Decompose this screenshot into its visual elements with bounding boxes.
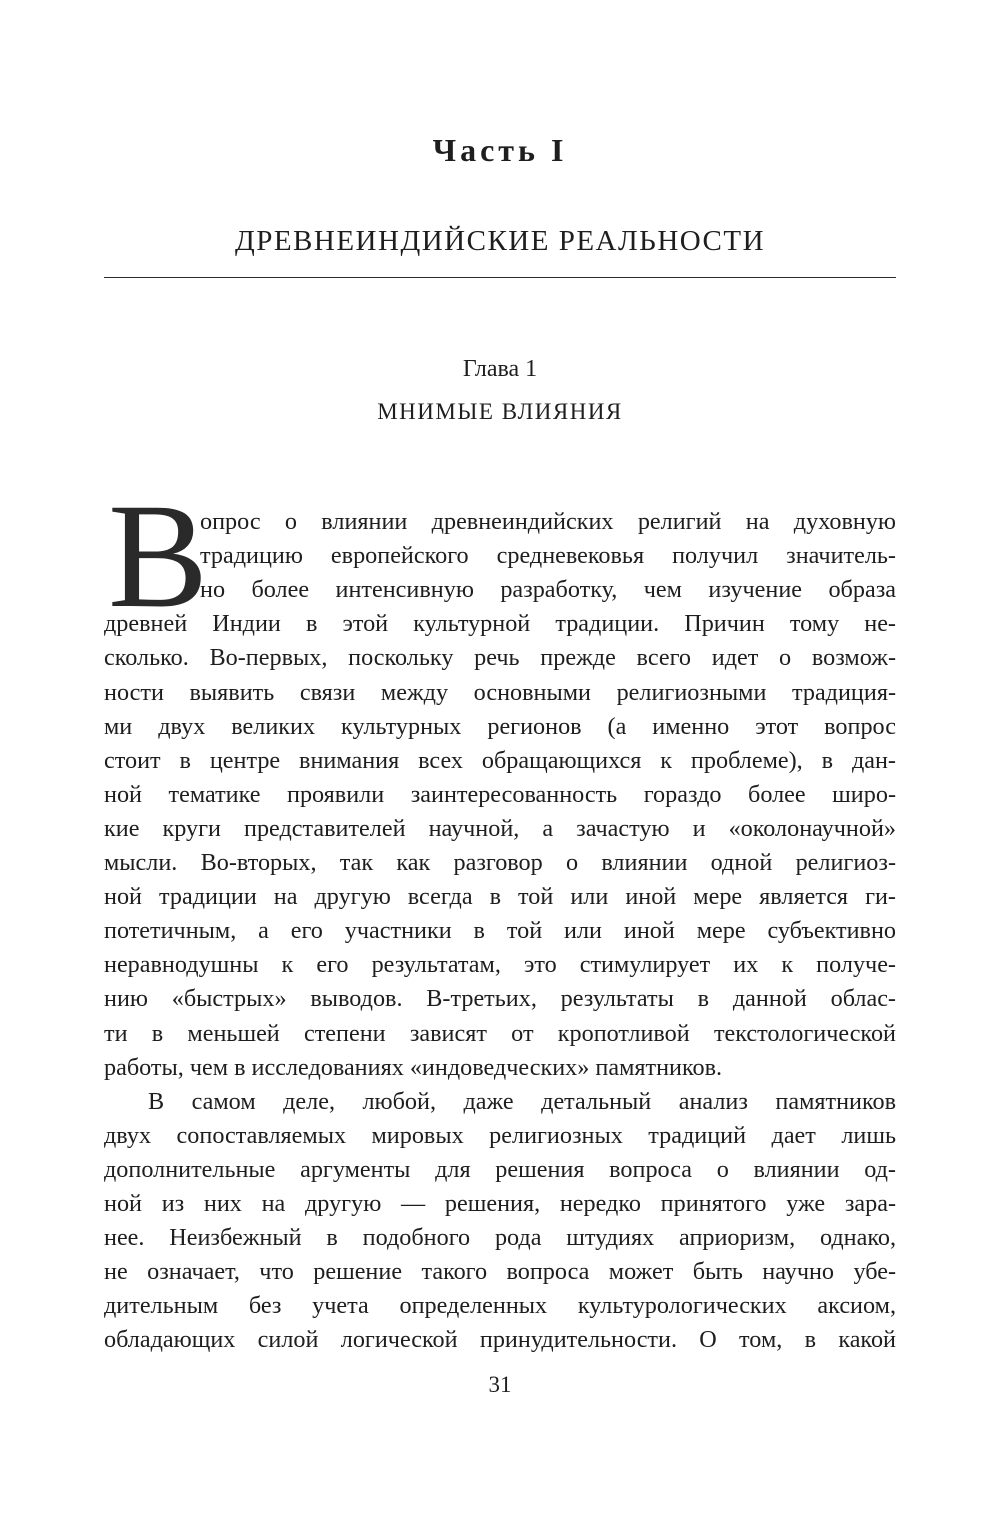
text-line: стоит в центре внимания всех обращающихся к проблеме), в дан- xyxy=(104,746,896,774)
text-line: ми двух великих культурных регионов (а именно этот вопрос xyxy=(104,712,896,740)
text-line: ной традиции на другую всегда в той или иной мере является ги- xyxy=(104,883,896,911)
chapter-label: Глава 1 xyxy=(462,356,538,382)
text-line: ности выявить связи между основными религиозными традиция- xyxy=(104,678,896,706)
text-line: традицию европейского средневековья получил значитель- xyxy=(200,542,896,570)
text-line: ной тематике проявили заинтересованность гораздо более широ- xyxy=(104,780,896,808)
divider-rule xyxy=(104,277,896,278)
text-line: сколько. Во-первых, поскольку речь прежде всего идет о возмож- xyxy=(104,644,896,672)
part-title: Часть I xyxy=(432,132,568,168)
text-line: обладающих силой логической принудительности. О том, в какой xyxy=(104,1326,896,1354)
text-line: древней Индии в этой культурной традиции. Причин тому не- xyxy=(104,610,896,638)
text-line: неравнодушны к его результатам, это стимулирует их к получе- xyxy=(104,951,896,979)
text-line: но более интенсивную разработку, чем изучение образа xyxy=(200,576,896,604)
chapter-title: МНИМЫЕ ВЛИЯНИЯ xyxy=(377,399,623,424)
text-line: мысли. Во-вторых, так как разговор о влиянии одной религиоз- xyxy=(104,849,896,876)
drop-cap: В xyxy=(108,473,209,639)
text-line: ной из них на другую — решения, нередко принятого уже зара- xyxy=(104,1190,896,1217)
text-line: дополнительные аргументы для решения вопроса о влиянии од- xyxy=(104,1155,896,1183)
text-line: нее. Неизбежный в подобного рода штудиях априоризм, однако, xyxy=(104,1224,896,1252)
page-number: 31 xyxy=(488,1372,512,1397)
text-line: опрос о влиянии древнеиндийских религий на духовную xyxy=(200,508,896,535)
text-line: В самом деле, любой, даже детальный анализ памятников xyxy=(148,1087,896,1115)
text-line: нию «быстрых» выводов. В-третьих, результаты в данной облас- xyxy=(104,985,896,1013)
text-line: потетичным, а его участники в той или иной мере субъективно xyxy=(104,917,896,945)
text-line: дительным без учета определенных культурологических аксиом, xyxy=(104,1292,896,1320)
text-line: двух сопоставляемых мировых религиозных традиций дает лишь xyxy=(104,1121,896,1149)
text-line: не означает, что решение такого вопроса может быть научно убе- xyxy=(104,1258,896,1286)
part-subtitle: ДРЕВНЕИНДИЙСКИЕ РЕАЛЬНОСТИ xyxy=(234,225,766,257)
text-line: ти в меньшей степени зависят от кропотливой текстологической xyxy=(104,1019,896,1047)
text-line: кие круги представителей научной, а зачастую и «околонаучной» xyxy=(104,814,896,842)
text-line: работы, чем в исследованиях «индоведческих» памятников. xyxy=(104,1053,723,1081)
